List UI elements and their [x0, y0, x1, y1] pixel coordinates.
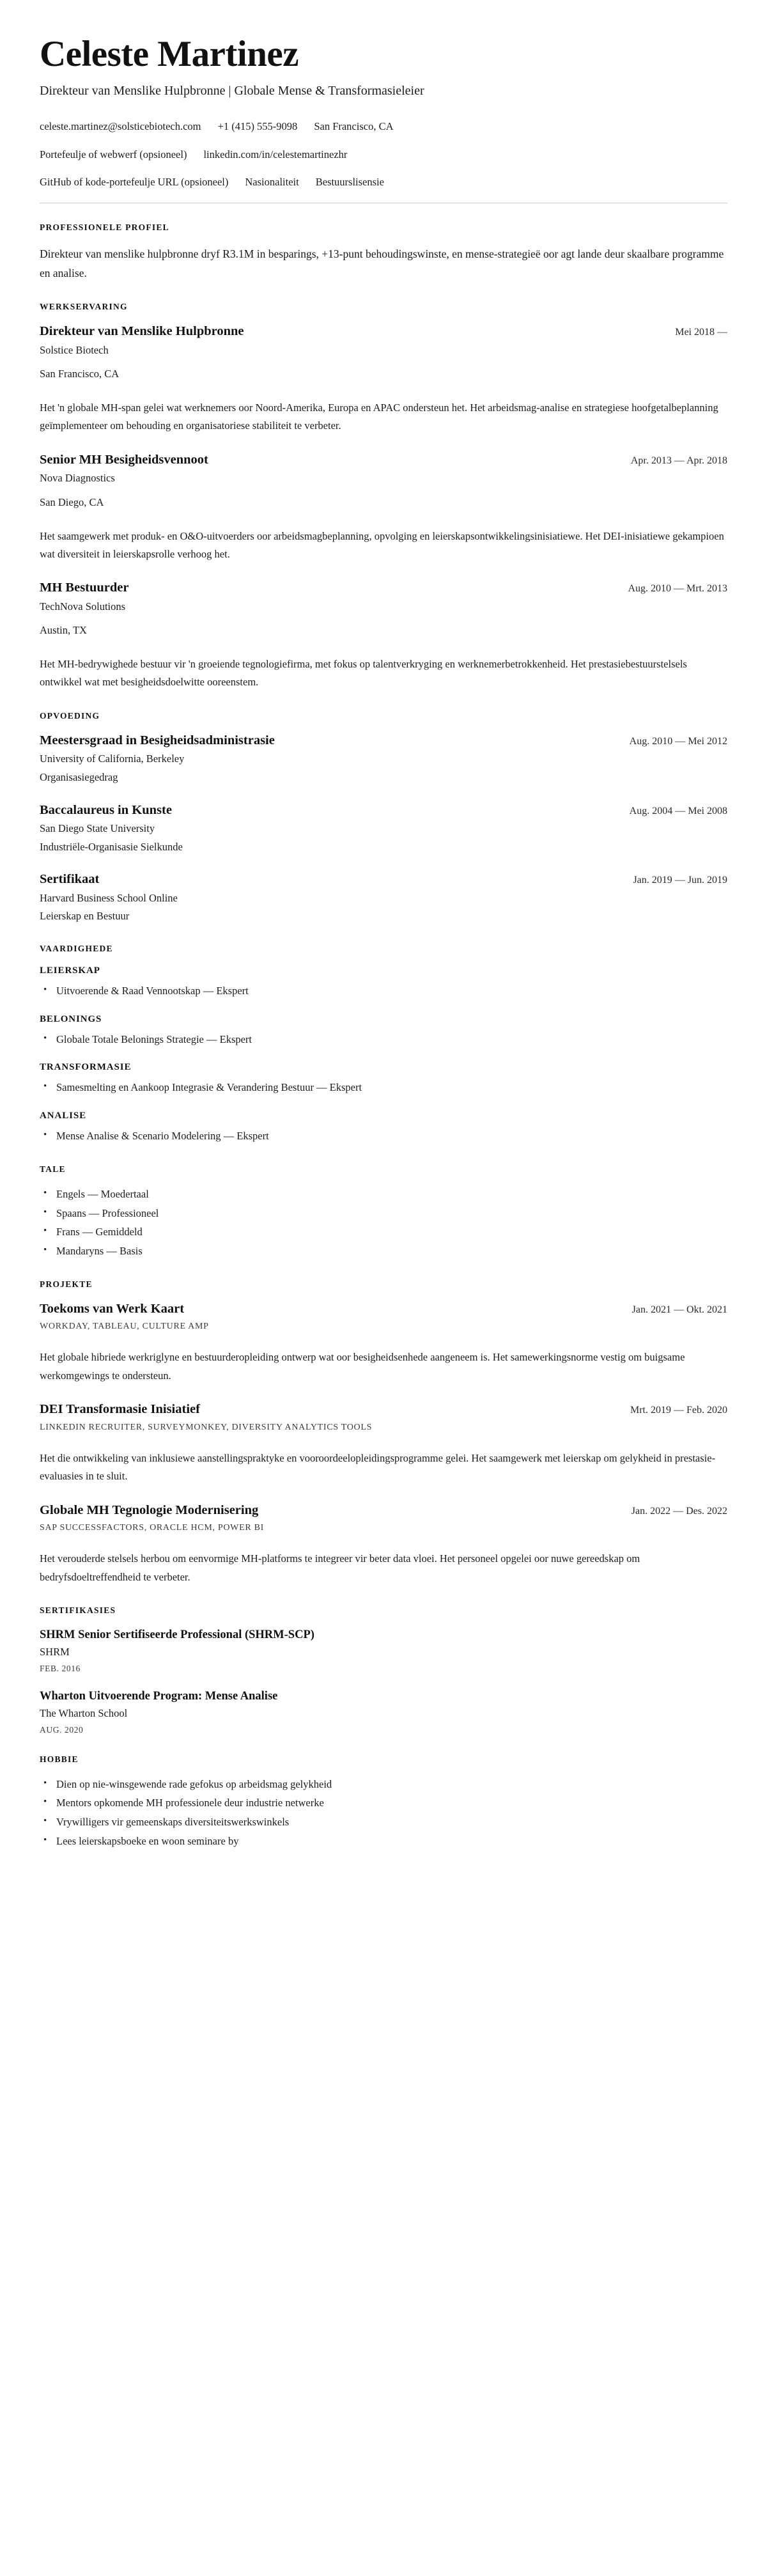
certification-date: FEB. 2016: [40, 1663, 81, 1673]
skill-group: [40, 965, 727, 1000]
job-location: San Diego, CA: [40, 496, 104, 508]
project-description: Het globale hibriede werkriglyne en bestuurderopleiding ontwerp wat oor besigheidsenhede aangeneem is. Het samewerkingsnorme vestig om buigsame werkomgewings te ondersteun.: [40, 1351, 685, 1382]
job-location: Austin, TX: [40, 624, 87, 637]
job-company: Solstice Biotech: [40, 343, 109, 356]
skill-item: • Globale Totale Belonings Strategie — Ekspert: [56, 1031, 727, 1049]
degree-date-range: Aug. 2010 — Mei 2012: [629, 735, 727, 747]
project-entry: [40, 1503, 727, 1586]
contact-location[interactable]: San Francisco, CA: [314, 120, 394, 132]
job-title: MH Bestuurder: [40, 581, 129, 595]
job-description: Het saamgewerk met produk- en O&O-uitvoerders oor arbeidsmagbeplanning, opvolging en leierskapsontwikkelingsinisiatiewe. Het DEI-inisiatiewe gekampioen wat diversiteit in leierskapsrolle verhoog het.: [40, 529, 724, 560]
section-title-languages: TALE: [40, 1164, 66, 1174]
experience-entry: [40, 452, 727, 564]
entry-header: [40, 324, 727, 340]
hobby-item: • Lees leierskapsboeke en woon seminare by: [56, 1833, 727, 1850]
skill-group: [40, 1014, 727, 1049]
school-name: University of California, Berkeley: [40, 753, 185, 765]
degree-title: Sertifikaat: [40, 872, 100, 887]
certification-entry: [40, 1627, 727, 1674]
education-entry: [40, 733, 727, 786]
project-description: Het die ontwikkeling van inklusiewe aanstellingspraktyke en vooroordeelopleidingsprogramme gelei. Het saamgewerk met leierskap om gelykheid in prestasie-evaluasies in te sluit.: [40, 1451, 716, 1483]
section-title-projects: PROJEKTE: [40, 1279, 93, 1289]
project-entry: [40, 1401, 727, 1485]
section-experience: [40, 302, 727, 692]
language-item: • Spaans — Professioneel: [56, 1205, 727, 1222]
skill-item-list: [40, 1128, 727, 1145]
entry-header: [40, 802, 727, 819]
entry-header: [40, 1503, 727, 1519]
job-company: Nova Diagnostics: [40, 472, 115, 485]
section-title-certifications: SERTIFIKASIES: [40, 1605, 116, 1615]
education-entry: [40, 802, 727, 855]
section-title-education: OPVOEDING: [40, 710, 100, 721]
certification-issuer: SHRM: [40, 1645, 70, 1658]
certification-entry: [40, 1689, 727, 1735]
skill-group-name: ANALISE: [40, 1111, 86, 1121]
degree-date-range: Jan. 2019 — Jun. 2019: [633, 875, 727, 886]
section-skills: [40, 944, 727, 1145]
profile-summary-text: Direkteur van menslike hulpbronne dryf R3.1M in besparings, +13-punt behoudingswinste, en mense-strategieë oor agt lande deur skaalbare programme en analise.: [40, 247, 724, 280]
job-description: Het 'n globale MH-span gelei wat werknemers oor Noord-Amerika, Europa en APAC ondersteun het. Het arbeidsmag-analise en strategiese hoofgetalbeplanning geïmplementeer om behouding en organisatoriese stabiliteit te verbeter.: [40, 402, 718, 432]
project-date-range: Mrt. 2019 — Feb. 2020: [630, 1405, 727, 1416]
entry-header: [40, 733, 727, 749]
project-name: DEI Transformasie Inisiatief: [40, 1402, 200, 1417]
certification-name: SHRM Senior Sertifiseerde Professional (SHRM-SCP): [40, 1628, 314, 1641]
section-title-profile: PROFESSIONELE PROFIEL: [40, 222, 169, 233]
candidate-headline: Direkteur van Menslike Hulpbronne | Globale Mense & Transformasieleier: [40, 83, 424, 98]
experience-entry: [40, 580, 727, 692]
education-list: [40, 733, 727, 925]
section-education: [40, 711, 727, 925]
section-hobbies: [40, 1754, 727, 1850]
project-tech-stack: LINKEDIN RECRUITER, SURVEYMONKEY, DIVERSITY ANALYTICS TOOLS: [40, 1422, 373, 1432]
language-item: • Frans — Gemiddeld: [56, 1224, 727, 1241]
job-description: Het MH-bedrywighede bestuur vir 'n groeiende tegnologiefirma, met fokus op talentverkryging en werknemerbetrokkenheid. Het prestasiebestuurstelsels ontwikkel wat met besigheidsdoelwitte ooreenstem.: [40, 658, 687, 689]
project-name: Toekoms van Werk Kaart: [40, 1301, 185, 1316]
entry-header: [40, 1401, 727, 1418]
project-description: Het verouderde stelsels herbou om eenvormige MH-platforms te integreer vir beter data vloei. Het personeel opgelei oor nuwe gereedskap om bedryfsdoeltreffendheid te verbeter.: [40, 1552, 640, 1583]
school-name: San Diego State University: [40, 822, 155, 835]
section-profile: [40, 222, 727, 283]
skill-group-name: LEIERSKAP: [40, 965, 100, 976]
section-title-experience: WERKSERVARING: [40, 302, 128, 312]
skill-group: [40, 1111, 727, 1145]
skill-item: • Uitvoerende & Raad Vennootskap — Ekspert: [56, 983, 727, 1000]
contact-item[interactable]: Bestuurslisensie: [315, 176, 384, 189]
project-entry: [40, 1301, 727, 1385]
experience-list: [40, 324, 727, 692]
contact-phone[interactable]: +1 (415) 555-9098: [217, 120, 298, 132]
contact-row: [40, 175, 727, 191]
entry-header: [40, 580, 727, 597]
school-name: Harvard Business School Online: [40, 891, 178, 904]
hobbies-list: [40, 1776, 727, 1850]
job-date-range: Apr. 2013 — Apr. 2018: [630, 455, 727, 466]
field-of-study: Leierskap en Bestuur: [40, 910, 130, 923]
skill-item-list: [40, 1031, 727, 1049]
skill-item: • Mense Analise & Scenario Modelering — Ekspert: [56, 1128, 727, 1145]
education-entry: [40, 871, 727, 925]
project-tech-stack: SAP SUCCESSFACTORS, ORACLE HCM, POWER BI: [40, 1523, 264, 1533]
contact-email[interactable]: celeste.martinez@solsticebiotech.com: [40, 120, 201, 132]
languages-list: [40, 1186, 727, 1260]
job-company: TechNova Solutions: [40, 600, 126, 613]
field-of-study: Industriële-Organisasie Sielkunde: [40, 840, 183, 853]
contact-block: [40, 119, 727, 191]
section-projects: [40, 1279, 727, 1586]
job-title: Senior MH Besigheidsvennoot: [40, 452, 208, 467]
hobby-item: • Dien op nie-winsgewende rade gefokus op arbeidsmag gelykheid: [56, 1776, 727, 1793]
projects-list: [40, 1301, 727, 1586]
project-date-range: Jan. 2021 — Okt. 2021: [631, 1304, 727, 1315]
skill-group-name: BELONINGS: [40, 1013, 102, 1024]
contact-item[interactable]: GitHub of kode-portefeulje URL (opsioneel): [40, 176, 229, 189]
skill-item: • Samesmelting en Aankoop Integrasie & Verandering Bestuur — Ekspert: [56, 1079, 727, 1097]
resume-header: [40, 35, 727, 191]
certifications-list: [40, 1627, 727, 1735]
skills-list: [40, 965, 727, 1145]
skill-item-list: [40, 1079, 727, 1097]
language-item: • Engels — Moedertaal: [56, 1186, 727, 1203]
candidate-name: Celeste Martinez: [40, 34, 299, 74]
section-languages: [40, 1164, 727, 1260]
certification-name: Wharton Uitvoerende Program: Mense Analise: [40, 1689, 278, 1703]
job-title: Direkteur van Menslike Hulpbronne: [40, 324, 244, 339]
contact-row: [40, 119, 727, 135]
job-date-range: Mei 2018 —: [675, 327, 727, 338]
certification-issuer: The Wharton School: [40, 1706, 128, 1719]
contact-row: [40, 147, 727, 163]
degree-title: Baccalaureus in Kunste: [40, 802, 172, 817]
entry-header: [40, 1301, 727, 1318]
language-item: • Mandaryns — Basis: [56, 1243, 727, 1260]
skill-group-name: TRANSFORMASIE: [40, 1062, 132, 1073]
contact-item[interactable]: Nasionaliteit: [245, 176, 299, 189]
hobby-item: • Vrywilligers vir gemeenskaps diversiteitswerkswinkels: [56, 1814, 727, 1831]
entry-header: [40, 871, 727, 888]
certification-date: AUG. 2020: [40, 1724, 84, 1735]
degree-date-range: Aug. 2004 — Mei 2008: [629, 805, 727, 816]
project-date-range: Jan. 2022 — Des. 2022: [631, 1505, 727, 1517]
project-name: Globale MH Tegnologie Modernisering: [40, 1503, 259, 1517]
degree-title: Meestersgraad in Besigheidsadministrasie: [40, 733, 275, 747]
job-location: San Francisco, CA: [40, 368, 120, 380]
hobby-item: • Mentors opkomende MH professionele deur industrie netwerke: [56, 1795, 727, 1812]
contact-item[interactable]: Portefeulje of webwerf (opsioneel): [40, 148, 187, 160]
job-date-range: Aug. 2010 — Mrt. 2013: [628, 583, 727, 595]
skill-item-list: [40, 983, 727, 1000]
skill-group: [40, 1062, 727, 1097]
section-title-hobbies: HOBBIE: [40, 1754, 79, 1764]
experience-entry: [40, 324, 727, 435]
contact-linkedin[interactable]: linkedin.com/in/celestemartinezhr: [203, 148, 348, 160]
field-of-study: Organisasiegedrag: [40, 770, 118, 783]
entry-header: [40, 452, 727, 469]
section-certifications: [40, 1605, 727, 1735]
project-tech-stack: WORKDAY, TABLEAU, CULTURE AMP: [40, 1322, 209, 1332]
section-title-skills: VAARDIGHEDE: [40, 944, 113, 954]
